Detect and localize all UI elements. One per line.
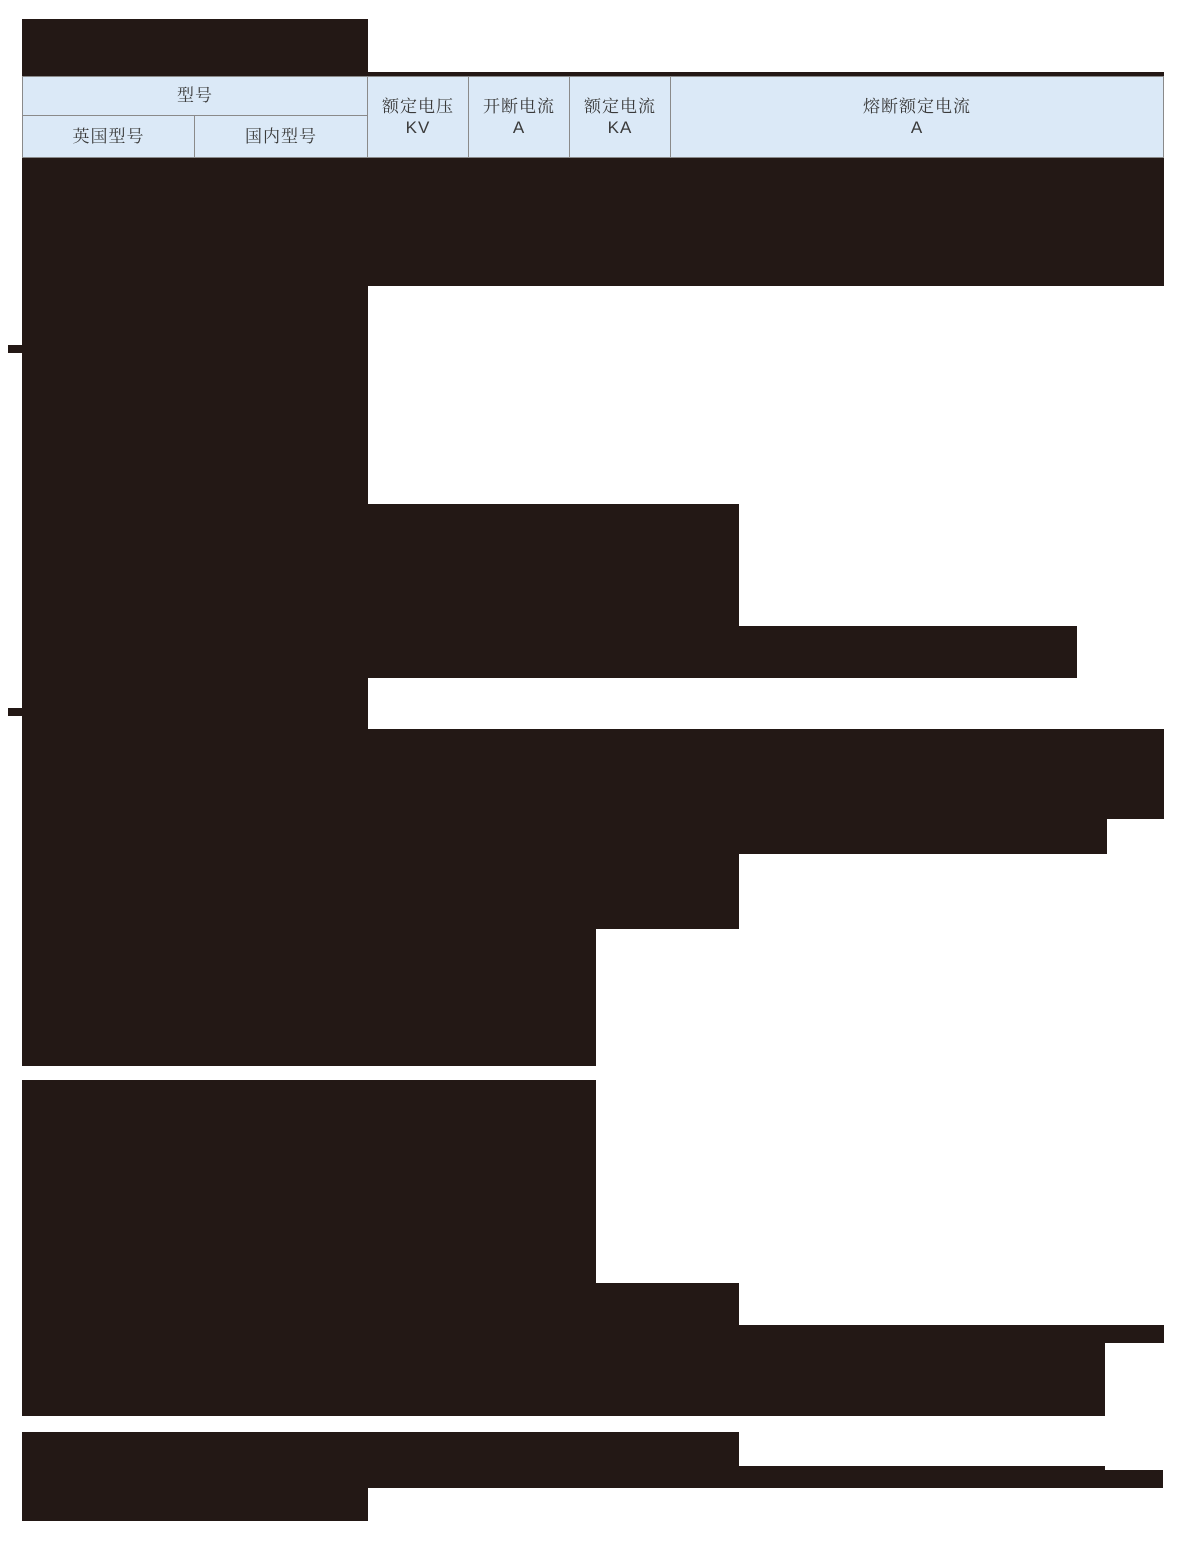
redaction-block <box>22 1432 739 1466</box>
header-label-uk-model: 英国型号 <box>72 126 145 146</box>
redaction-block <box>22 854 739 929</box>
redaction-block <box>22 1466 1105 1488</box>
header-cell-model-group <box>22 76 368 116</box>
redaction-block <box>22 158 1164 286</box>
redaction-block <box>22 1283 739 1325</box>
redaction-block <box>22 1488 368 1521</box>
redaction-block <box>22 626 1077 678</box>
redaction-block <box>8 345 22 353</box>
header-label-breaking-current: 开断电流 <box>483 96 555 116</box>
header-unit-breaking-current: A <box>512 118 526 137</box>
redaction-block <box>22 729 1164 819</box>
header-cell-rated-voltage <box>367 76 469 158</box>
header-cell-uk-model <box>22 115 195 158</box>
redaction-block <box>8 708 22 716</box>
header-cell-fuse-rated-current <box>670 76 1164 158</box>
header-label-domestic-model: 国内型号 <box>245 126 317 146</box>
header-unit-fuse-rated-current: A <box>910 118 924 137</box>
header-label-model: 型号 <box>177 86 213 106</box>
redaction-block <box>22 929 596 1066</box>
header-cell-rated-current <box>569 76 671 158</box>
header-label-rated-voltage: 额定电压 <box>382 96 454 116</box>
redaction-block <box>22 819 1107 854</box>
header-cell-breaking-current <box>468 76 570 158</box>
redaction-block <box>22 1343 1105 1416</box>
redaction-block <box>22 504 739 626</box>
redaction-block <box>22 1325 1164 1343</box>
header-label-rated-current: 额定电流 <box>584 96 656 116</box>
header-label-fuse-rated-current: 熔断额定电流 <box>863 96 971 116</box>
redaction-block <box>22 1080 596 1283</box>
redaction-block <box>22 19 368 73</box>
redaction-block <box>22 286 368 504</box>
header-unit-rated-voltage: KV <box>405 118 431 137</box>
redaction-block <box>22 678 368 729</box>
header-cell-domestic-model <box>194 115 368 158</box>
header-unit-rated-current: KA <box>607 118 633 137</box>
redaction-block <box>1105 1470 1163 1488</box>
